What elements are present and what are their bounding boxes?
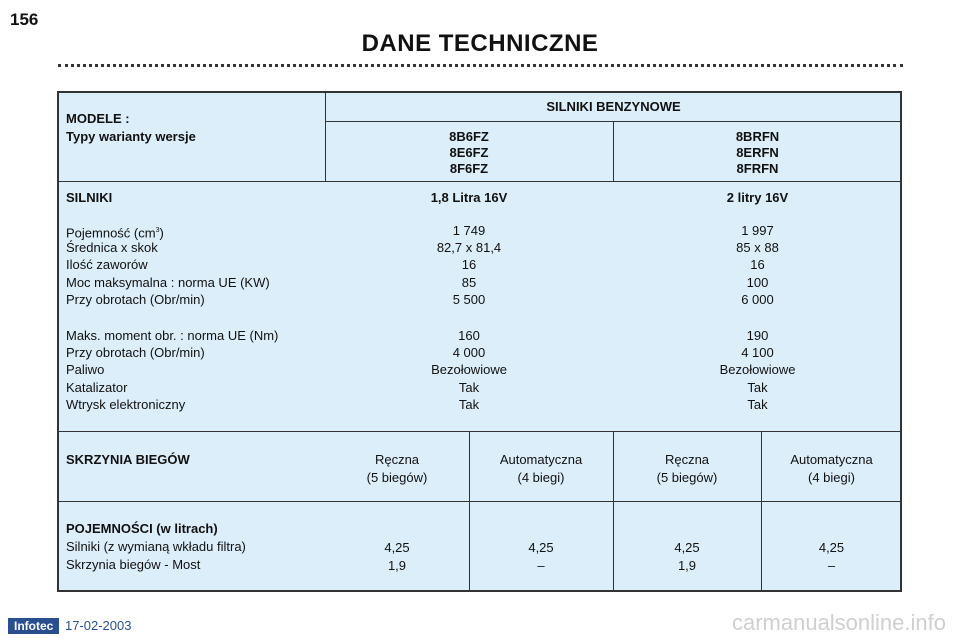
gearbox-type: Ręczna — [664, 452, 710, 467]
gearbox-label: SKRZYNIA BIEGÓW — [66, 452, 190, 467]
watermark: carmanualsonline.info — [731, 610, 946, 635]
engine-code: 8F6FZ — [449, 161, 489, 176]
gearbox-type: Automatyczna — [499, 452, 583, 467]
spec-value: 16 — [750, 257, 765, 272]
spec-value: 190 — [746, 328, 769, 343]
engines-section-label: SILNIKI — [66, 190, 113, 205]
spec-value: 82,7 x 81,4 — [436, 240, 502, 255]
types-label: Typy warianty wersje — [66, 129, 196, 144]
gearbox-type: Ręczna — [374, 452, 420, 467]
capacity-value: 4,25 — [384, 540, 410, 555]
spec-table — [57, 91, 902, 592]
infotec-logo: Infotec — [8, 618, 59, 634]
page-title: DANE TECHNICZNE — [361, 30, 599, 57]
engine-code: 8FRFN — [736, 161, 779, 176]
gearbox-gears: (5 biegów) — [366, 470, 428, 485]
spec-value: Tak — [747, 380, 768, 395]
spec-label: Paliwo — [66, 362, 105, 377]
spec-value: 85 — [461, 275, 477, 290]
engine-col1-title: 1,8 Litra 16V — [430, 190, 508, 205]
row-divider-capacities — [59, 501, 902, 502]
spec-label: Ilość zaworów — [66, 257, 148, 272]
spec-label: Przy obrotach (Obr/min) — [66, 345, 205, 360]
row-divider-gearbox — [59, 431, 902, 432]
engines-group-label: SILNIKI BENZYNOWE — [546, 99, 681, 114]
spec-value: Tak — [458, 380, 480, 395]
engine-code: 8BRFN — [735, 129, 780, 144]
engine-col2-title: 2 litry 16V — [726, 190, 789, 205]
spec-value: 6 000 — [741, 292, 774, 307]
gearbox-gears: (4 biegi) — [517, 470, 565, 485]
capacity-value: 4,25 — [528, 540, 554, 555]
gearbox-gears: (5 biegów) — [656, 470, 718, 485]
spec-label: Pojemność $(cm^3)$ — [66, 225, 164, 241]
capacity-value: – — [827, 558, 836, 573]
spec-value: 4 000 — [452, 345, 486, 360]
spec-label: Katalizator — [66, 380, 128, 395]
spec-value: 1 997 — [741, 223, 774, 238]
gearbox-type: Automatyczna — [790, 452, 873, 467]
spec-label: Przy obrotach (Obr/min) — [66, 292, 205, 307]
capacity-value: – — [537, 558, 545, 573]
page-number: 156 — [10, 10, 39, 29]
capacity-value: 1,9 — [677, 558, 697, 573]
footer — [8, 617, 131, 634]
capacity-value: 1,9 — [387, 558, 407, 573]
spec-label: Wtrysk elektroniczny — [66, 397, 186, 412]
spec-value: 160 — [458, 328, 480, 343]
spec-value: Tak — [458, 397, 480, 412]
capacity-value: 4,25 — [818, 540, 845, 555]
spec-value: 5 500 — [452, 292, 486, 307]
engine-code: 8E6FZ — [449, 145, 489, 160]
spec-value: 100 — [746, 275, 769, 290]
spec-label: Moc maksymalna : norma UE (KW) — [66, 275, 270, 290]
row-divider-engines — [59, 181, 902, 182]
spec-value: 1 749 — [452, 223, 486, 238]
spec-value: 4 100 — [741, 345, 774, 360]
engine-code: 8ERFN — [736, 145, 779, 160]
footer-date: 17-02-2003 — [64, 618, 132, 634]
spec-value: 16 — [461, 257, 477, 272]
gearbox-gears: (4 biegi) — [808, 470, 855, 485]
spec-value: 85 x 88 — [736, 240, 779, 255]
dotted-divider — [58, 64, 903, 67]
capacity-label-engine: Silniki (z wymianą wkładu filtra) — [66, 539, 246, 554]
spec-label: Średnica x skok — [66, 240, 158, 255]
capacities-label: POJEMNOŚCI (w litrach) — [66, 521, 218, 536]
capacity-label-gearbox: Skrzynia biegów - Most — [66, 557, 201, 572]
spec-value: Tak — [747, 397, 768, 412]
capacity-value: 4,25 — [674, 540, 700, 555]
spec-value: Bezołowiowe — [431, 362, 507, 377]
engine-code: 8B6FZ — [449, 129, 489, 144]
spec-value: Bezołowiowe — [719, 362, 796, 377]
models-label: MODELE : — [66, 111, 130, 126]
spec-label: Maks. moment obr. : norma UE (Nm) — [66, 328, 279, 343]
